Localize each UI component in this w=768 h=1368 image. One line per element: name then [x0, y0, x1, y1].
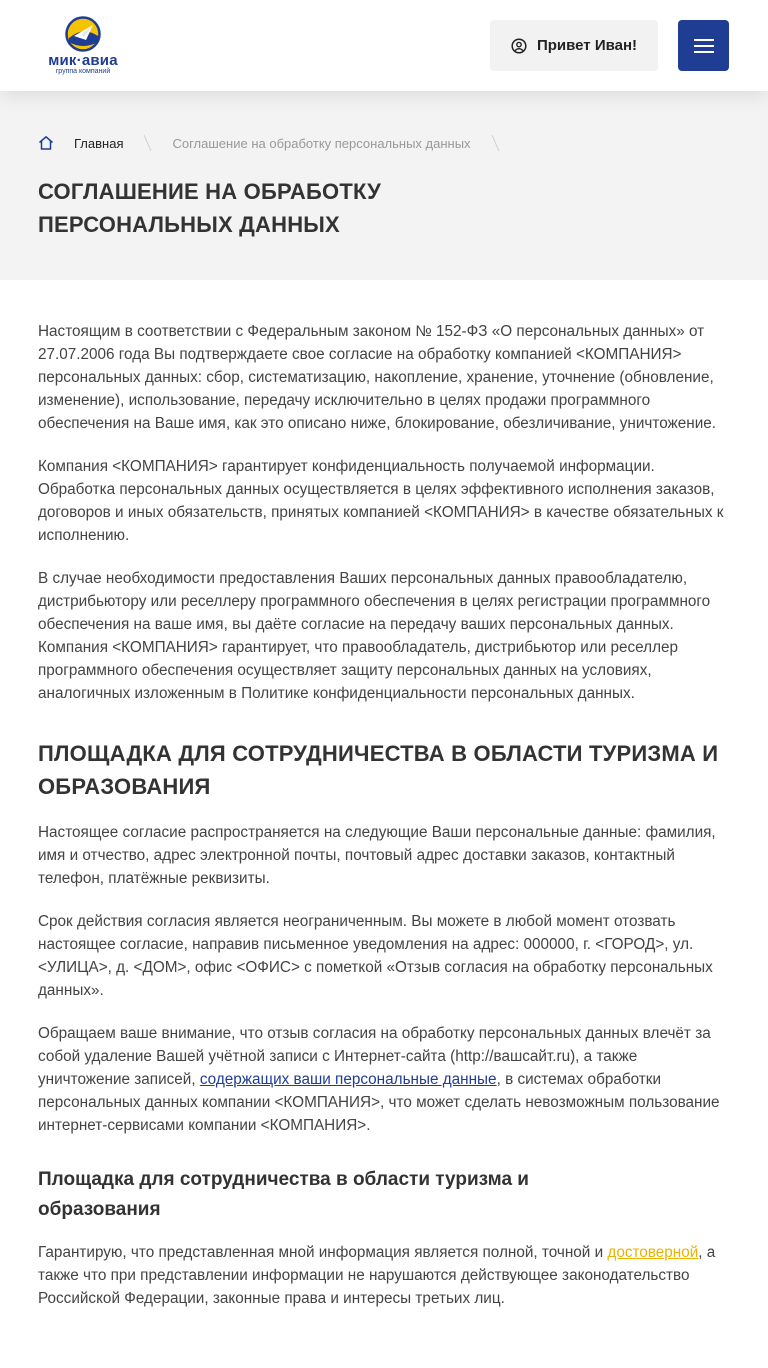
- paragraph-data-transfer: В случае необходимости предоставления Ваших персональных данных правообладателю, дистрибьютору или реселлеру программного обеспечения в целях регистрации программного обеспечения на ваше имя, вы даёте согласие на передачу ваших персональных данных. Компания <КОМПАНИЯ> гарантирует, что правообладатель, дистрибьютор или реселлер программного обеспечения осуществляет защиту персональных данных на условиях, аналогичных изложенным в Политике конфиденциальности персональных данных.: [38, 570, 711, 702]
- header-actions: [490, 20, 729, 71]
- withdrawal-text-end: , в системах обработки персональных данных компании <КОМПАНИЯ>, что может сделать невозможным пользование интернет-сервисами компании <КОМПАНИЯ>.: [38, 1071, 720, 1134]
- paragraph-consent: Настоящим в соответствии с Федеральным законом № 152-ФЗ «О персональных данных» от 27.07.2006 года Вы подтверждаете свое согласие на обработку компанией <КОМПАНИЯ> персональных данных: сбор, систематизацию, накопление, хранение, уточнение (обновление, изменение), использование, передачу исключительно в целях продажи программного обеспечения на Ваше имя, как это описано ниже, блокирование, обезличивание, уничтожение.: [38, 323, 717, 432]
- site-header: [0, 0, 768, 91]
- hamburger-menu-icon: [694, 38, 714, 54]
- subsection-heading: Площадка для сотрудничества в области туризма и образования: [38, 1169, 529, 1220]
- section-heading: ПЛОЩАДКА ДЛЯ СОТРУДНИЧЕСТВА В ОБЛАСТИ ТУРИЗМА И ОБРАЗОВАНИЯ: [38, 741, 719, 799]
- personal-data-link[interactable]: содержащих ваши персональные данные: [199, 1071, 497, 1088]
- page-hero: [0, 91, 768, 280]
- guarantee-text-end: , а также что при представлении информации не нарушаются действующее законодательство Российской Федерации, законные права и интересы третьих лиц.: [38, 1244, 716, 1307]
- paragraph-guarantee: [38, 1241, 730, 1310]
- logo-subtitle: группа компаний: [55, 67, 111, 75]
- article-content: [38, 320, 730, 1330]
- home-icon[interactable]: [38, 135, 54, 151]
- breadcrumb-home-link[interactable]: Главная: [74, 135, 124, 151]
- breadcrumb-current: Соглашение на обработку персональных данных: [172, 135, 471, 151]
- user-greeting-button[interactable]: [490, 20, 658, 71]
- paragraph-data-scope: Настоящее согласие распространяется на следующие Ваши персональные данные: фамилия, имя и отчество, адрес электронной почты, почтовый адрес доставки заказов, контактный телефон, платёжные реквизиты.: [38, 824, 716, 887]
- logo[interactable]: [44, 16, 122, 76]
- menu-button[interactable]: [678, 20, 729, 71]
- paragraph-consent-term: Срок действия согласия является неограниченным. Вы можете в любой момент отозвать настоящее согласие, направив письменное уведомления на адрес: 000000, г. <ГОРОД>, ул. <УЛИЦА>, д. <ДОМ>, офис <ОФИС> с пометкой «Отзыв согласия на обработку персональных данных».: [38, 913, 713, 999]
- user-circle-icon: [511, 38, 527, 54]
- guarantee-text-start: Гарантирую, что представленная мной информация является полной, точной и: [38, 1244, 608, 1261]
- reliable-link[interactable]: достоверной: [607, 1244, 699, 1261]
- breadcrumb: [38, 134, 520, 152]
- breadcrumb-separator-icon: [491, 134, 500, 152]
- paragraph-withdrawal: [38, 1022, 730, 1137]
- withdrawal-text-start: Обращаем ваше внимание, что отзыв согласия на обработку персональных данных влечёт за собой удаление Вашей учётной записи с Интернет-сайта (http://вашсайт.ru), а также уничтожение записей,: [38, 1025, 711, 1088]
- paragraph-confidentiality: Компания <КОМПАНИЯ> гарантирует конфиденциальность получаемой информации. Обработка персональных данных осуществляется в целях эффективного исполнения заказов, договоров и иных обязательств, принятых компанией <КОМПАНИЯ> в качестве обязательных к исполнению.: [38, 458, 724, 544]
- greeting-label: Привет Иван!: [536, 37, 638, 54]
- page-title: СОГЛАШЕНИЕ НА ОБРАБОТКУ ПЕРСОНАЛЬНЫХ ДАННЫХ: [38, 179, 382, 237]
- breadcrumb-separator-icon: [143, 134, 152, 152]
- logo-emblem-icon: [65, 16, 101, 52]
- logo-name: мик·авиа: [48, 51, 118, 69]
